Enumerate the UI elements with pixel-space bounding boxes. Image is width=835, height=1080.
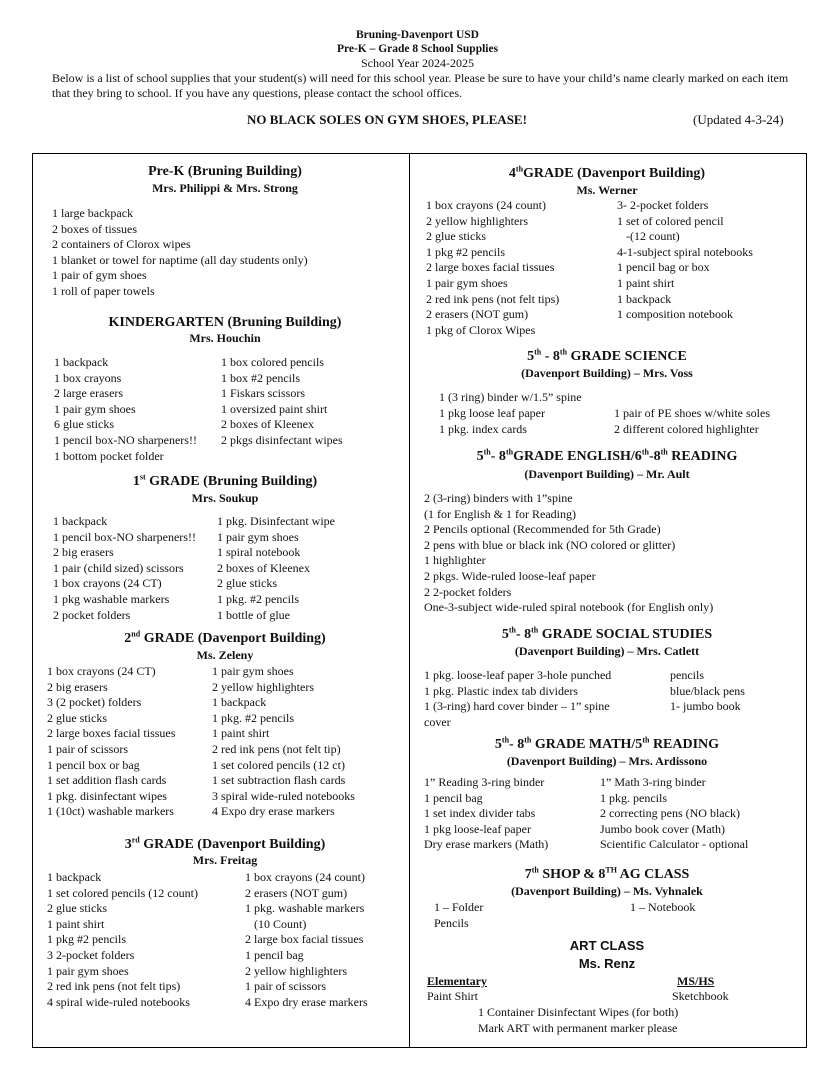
list-item: 2 yellow highlighters	[426, 213, 528, 228]
list-item: 2 pocket folders	[53, 607, 131, 622]
science-binder: 1 (3 ring) binder w/1.5” spine	[439, 390, 582, 404]
list-item: 1 pair of scissors	[245, 979, 326, 994]
science-title: 5th - 8th GRADE SCIENCE	[527, 347, 687, 364]
science-teacher: (Davenport Building) – Mrs. Voss	[521, 366, 693, 380]
english-title: 5th- 8thGRADE ENGLISH/6th-8th READING	[476, 447, 738, 464]
list-item: 2 erasers (NOT gum)	[426, 307, 529, 322]
grade1-left-list	[53, 514, 196, 623]
math-left-list	[424, 775, 548, 853]
list-item: Dry erase markers (Math)	[424, 837, 549, 852]
list-item: 1 (3-ring) hard cover binder – 1” spine	[424, 699, 610, 714]
school-year: School Year 2024-2025	[361, 56, 474, 70]
list-item: 2 (3-ring) binders with 1”spine	[424, 491, 573, 505]
grade2-title: 2nd GRADE (Davenport Building)	[124, 629, 326, 646]
list-item: 2 pens with blue or black ink (NO colored or glitter)	[424, 537, 676, 552]
list-item: 2 boxes of Kleenex	[221, 417, 314, 432]
art-mshs-item: Sketchbook	[672, 989, 729, 1003]
list-item: 2 erasers (NOT gum)	[245, 885, 348, 900]
list-item: 2 boxes of tissues	[52, 221, 137, 236]
grade3-left-list	[47, 870, 198, 1010]
list-item: 1 set index divider tabs	[424, 806, 536, 821]
list-item: 1 pencil box or bag	[47, 757, 140, 772]
list-item: 1 pencil box-NO sharpeners!!	[54, 432, 197, 447]
list-item: 2 red ink pens (not felt tips)	[426, 291, 560, 306]
list-item: 2 glue sticks	[426, 229, 486, 244]
art-elementary-label: Elementary	[427, 974, 487, 988]
list-item: 1 pair (child sized) scissors	[53, 560, 184, 575]
prek-title: Pre-K (Bruning Building)	[148, 164, 302, 179]
list-item: 1 pkg loose leaf paper	[439, 406, 545, 420]
list-item: 1 pair of gym shoes	[52, 268, 147, 283]
list-item: 2 large boxes facial tissues	[426, 260, 555, 275]
list-item: 1 paint shirt	[617, 275, 675, 290]
shop-title: 7th SHOP & 8TH AG CLASS	[524, 865, 690, 882]
list-item: 2 pkgs disinfectant wipes	[221, 432, 343, 447]
shop-left-list	[434, 900, 483, 931]
list-item: 1 set subtraction flash cards	[212, 773, 346, 788]
list-item: 2 red ink pens (not felt tip)	[212, 741, 341, 756]
list-item: 6 glue sticks	[54, 417, 114, 432]
list-item: 1 oversized paint shirt	[221, 401, 328, 416]
shop-teacher: (Davenport Building) – Ms. Vyhnalek	[511, 884, 703, 898]
list-item: 1 box crayons	[54, 370, 122, 385]
list-item: 2 Pencils optional (Recommended for 5th Grade)	[424, 522, 661, 537]
list-item: 1 set colored pencils (12 ct)	[212, 757, 345, 772]
list-item: 2 glue sticks	[217, 576, 277, 591]
grade4-right-list	[617, 198, 753, 323]
list-item: cover	[424, 714, 451, 729]
grade2-right-list	[212, 664, 355, 820]
social-teacher: (Davenport Building) – Mrs. Catlett	[514, 644, 700, 658]
list-item: 2 pkgs. Wide-ruled loose-leaf paper	[424, 568, 596, 583]
grade1-teacher: Mrs. Soukup	[191, 491, 259, 505]
list-item: 1 backpack	[617, 291, 672, 306]
english-teacher: (Davenport Building) – Mr. Ault	[524, 467, 690, 481]
list-item: -(12 count)	[617, 229, 680, 244]
kinder-right-list	[221, 355, 343, 449]
list-item: (10 Count)	[245, 916, 307, 931]
science-right-list	[614, 406, 770, 437]
kinder-left-list	[54, 355, 197, 464]
list-item: 3 spiral wide-ruled notebooks	[212, 788, 355, 803]
list-item: 1 box crayons (24 count)	[426, 198, 546, 212]
list-item: 2 containers of Clorox wipes	[52, 237, 191, 252]
art-wipes-line: 1 Container Disinfectant Wipes (for both)	[478, 1005, 679, 1019]
list-item: 1 paint shirt	[212, 726, 270, 741]
district-name: Bruning-Davenport USD	[355, 29, 479, 41]
list-item: 2 large box facial tissues	[245, 932, 364, 947]
list-item: 4-1-subject spiral notebooks	[617, 244, 753, 259]
list-item: 3- 2-pocket folders	[617, 198, 709, 212]
grade3-title: 3rd GRADE (Davenport Building)	[124, 835, 326, 852]
list-item: 4 Expo dry erase markers	[212, 804, 335, 819]
list-item: 1- jumbo book	[670, 699, 741, 714]
list-item: 1 Fiskars scissors	[221, 386, 306, 401]
list-item: 2 boxes of Kleenex	[217, 560, 310, 575]
prek-list	[52, 206, 308, 300]
list-item: 1 highlighter	[424, 553, 486, 568]
list-item: 1 pkg washable markers	[53, 591, 170, 606]
list-item: 2 big erasers	[47, 679, 108, 694]
list-item: 1 pencil box-NO sharpeners!!	[53, 529, 196, 544]
list-item: 1 pair gym shoes	[47, 963, 129, 978]
list-item: 1 pair gym shoes	[426, 275, 508, 290]
list-item: 1 pair of PE shoes w/white soles	[614, 406, 770, 420]
grade4-left-list	[426, 198, 559, 338]
list-item: 1 pkg #2 pencils	[47, 932, 126, 947]
list-item: 1 bottom pocket folder	[54, 448, 164, 463]
grade3-right-list	[245, 870, 368, 1010]
list-item: One-3-subject wide-ruled spiral notebook (for English only)	[424, 600, 714, 615]
list-item: 1 pair gym shoes	[212, 664, 294, 678]
list-item: Scientific Calculator - optional	[600, 837, 749, 852]
list-item: 1 bottle of glue	[217, 607, 290, 622]
list-item: 2 red ink pens (not felt tips)	[47, 979, 181, 994]
list-item: (1 for English & 1 for Reading)	[424, 506, 576, 521]
list-item: 1 pkg. washable markers	[245, 901, 365, 916]
list-item: 1” Reading 3-ring binder	[424, 775, 545, 789]
list-item: 1 pkg. #2 pencils	[212, 710, 294, 725]
list-item: 2 different colored highlighter	[614, 421, 759, 436]
list-item: 1 backpack	[54, 355, 109, 369]
list-item: 1 set colored pencils (12 count)	[47, 885, 198, 900]
list-item: 2 correcting pens (NO black)	[600, 806, 740, 821]
list-item: 1 pkg. pencils	[600, 790, 667, 805]
art-marker-line: Mark ART with permanent marker please	[478, 1021, 678, 1035]
list-item: 1 pkg. #2 pencils	[217, 591, 299, 606]
list-item: 2 large boxes facial tissues	[47, 726, 176, 741]
social-right-list	[670, 668, 745, 715]
list-item: 3 (2 pocket) folders	[47, 695, 142, 710]
social-title: 5th- 8th GRADE SOCIAL STUDIES	[501, 625, 713, 642]
list-item: 3 2-pocket folders	[47, 947, 135, 962]
list-item: 1 large backpack	[52, 206, 134, 220]
list-item: 4 spiral wide-ruled notebooks	[47, 994, 190, 1009]
art-elementary-item: Paint Shirt	[427, 989, 479, 1003]
list-item: 1 – Notebook	[630, 900, 696, 914]
list-item: 1 pkg. Plastic index tab dividers	[424, 683, 578, 698]
list-item: 1 pencil bag	[424, 790, 483, 805]
list-item: 1 box #2 pencils	[221, 370, 300, 385]
list-item: 1 paint shirt	[47, 916, 105, 931]
list-item: 1 backpack	[47, 870, 102, 884]
list-item: 1 pkg. Disinfectant wipe	[217, 514, 335, 528]
list-item: 1 (10ct) washable markers	[47, 804, 174, 819]
math-right-list	[600, 775, 748, 853]
art-title: ART CLASS	[569, 938, 645, 953]
grade3-teacher: Mrs. Freitag	[192, 853, 258, 867]
list-item: 1 pencil bag	[245, 947, 304, 962]
list-item: Pencils	[434, 915, 469, 930]
list-item: 1 pkg of Clorox Wipes	[426, 322, 536, 337]
list-item: 1 backpack	[212, 695, 267, 710]
list-item: 2 large erasers	[54, 386, 124, 401]
column-divider	[409, 153, 410, 1048]
list-item: 1 pkg. index cards	[439, 421, 527, 436]
prek-teacher: Mrs. Philippi & Mrs. Strong	[152, 181, 298, 195]
math-teacher: (Davenport Building) – Mrs. Ardissono	[506, 754, 708, 768]
art-mshs-label: MS/HS	[677, 974, 715, 988]
intro-text: Below is a list of school supplies that your student(s) will need for this school year. Please be sure to have your child’s name clearly marked on each item that they bring to school. If you have any questions, please contact the school offices.	[52, 71, 789, 100]
art-teacher: Ms. Renz	[578, 956, 636, 971]
kinder-title: KINDERGARTEN (Bruning Building)	[108, 315, 342, 330]
list-item: 1 box crayons (24 CT)	[53, 576, 162, 591]
shop-right-list	[630, 900, 695, 916]
list-item: 1 blanket or towel for naptime (all day students only)	[52, 252, 308, 267]
list-item: 1 backpack	[53, 514, 108, 528]
list-item: Jumbo book cover (Math)	[600, 821, 725, 836]
math-title: 5th- 8th GRADE MATH/5th READING	[494, 735, 720, 752]
list-item: blue/black pens	[670, 683, 745, 698]
list-item: 2 big erasers	[53, 545, 114, 560]
grade1-title: 1st GRADE (Bruning Building)	[132, 472, 318, 489]
grade2-teacher: Ms. Zeleny	[196, 648, 254, 662]
list-item: 1 pair gym shoes	[54, 401, 136, 416]
list-item: 1 composition notebook	[617, 307, 733, 322]
science-left-list	[439, 406, 545, 437]
gym-shoe-warning: NO BLACK SOLES ON GYM SHOES, PLEASE!	[247, 112, 527, 127]
list-item: 1 spiral notebook	[217, 545, 301, 560]
list-item: 2 yellow highlighters	[212, 679, 314, 694]
grade4-teacher: Ms. Werner	[576, 183, 638, 197]
grade1-right-list	[217, 514, 335, 623]
social-left-list	[424, 668, 611, 730]
list-item: 1 set addition flash cards	[47, 773, 167, 788]
list-item: 1” Math 3-ring binder	[600, 775, 706, 789]
updated-date: (Updated 4-3-24)	[693, 112, 784, 127]
list-item: 1 pair gym shoes	[217, 529, 299, 544]
list-item: 2 glue sticks	[47, 710, 107, 725]
grade4-title: 4thGRADE (Davenport Building)	[508, 164, 706, 181]
list-item: 1 – Folder	[434, 900, 484, 914]
list-item: 4 Expo dry erase markers	[245, 994, 368, 1009]
list-item: 1 box crayons (24 count)	[245, 870, 365, 884]
list-item: 1 pkg. disinfectant wipes	[47, 788, 167, 803]
grade2-left-list	[47, 664, 175, 820]
list-item: 1 roll of paper towels	[52, 283, 155, 298]
list-item: 1 pkg #2 pencils	[426, 244, 505, 259]
list-item: pencils	[670, 668, 704, 682]
list-item: 1 pkg. loose-leaf paper 3-hole punched	[424, 668, 612, 682]
list-item: 2 glue sticks	[47, 901, 107, 916]
list-item: 2 2-pocket folders	[424, 584, 512, 599]
list-item: 1 pair of scissors	[47, 741, 128, 756]
document-title: Pre-K – Grade 8 School Supplies	[336, 43, 499, 55]
list-item: 1 pencil bag or box	[617, 260, 710, 275]
list-item: 1 box colored pencils	[221, 355, 324, 369]
list-item: 1 set of colored pencil	[617, 213, 724, 228]
list-item: 1 box crayons (24 CT)	[47, 664, 156, 678]
kinder-teacher: Mrs. Houchin	[189, 331, 261, 345]
list-item: 1 pkg loose-leaf paper	[424, 821, 531, 836]
list-item: 2 yellow highlighters	[245, 963, 347, 978]
english-list	[424, 491, 713, 616]
